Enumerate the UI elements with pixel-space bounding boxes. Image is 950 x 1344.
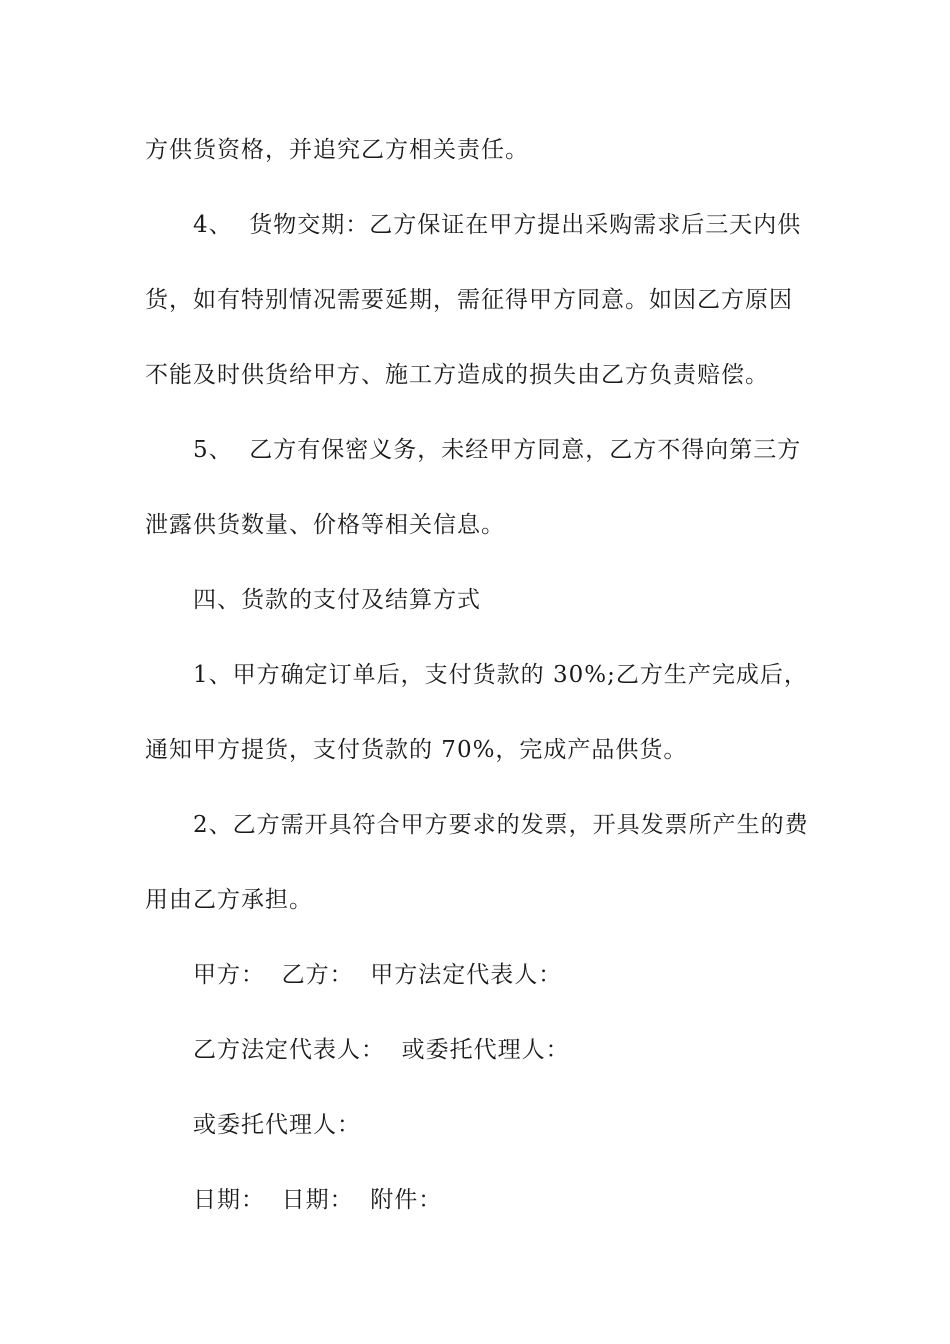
paragraph-line: 用由乙方承担。 bbox=[145, 887, 313, 913]
signature-date-line: 日期： 日期： 附件： bbox=[193, 1187, 443, 1213]
payment-clause-2-line: 2、乙方需开具符合甲方要求的发票，开具发票所产生的费 bbox=[193, 812, 809, 838]
clause-4-heading-line: 4、 货物交期：乙方保证在甲方提出采购需求后三天内供 bbox=[193, 212, 802, 238]
paragraph-line: 货，如有特别情况需要延期，需征得甲方同意。如因乙方原因 bbox=[145, 287, 793, 313]
paragraph-line: 不能及时供货给甲方、施工方造成的损失由乙方负责赔偿。 bbox=[145, 362, 769, 388]
clause-5-heading-line: 5、 乙方有保密义务，未经甲方同意，乙方不得向第三方 bbox=[193, 437, 802, 463]
payment-clause-1-line: 1、甲方确定订单后，支付货款的 30%;乙方生产完成后， bbox=[193, 662, 808, 688]
section-heading: 四、货款的支付及结算方式 bbox=[193, 587, 481, 613]
signature-representative-line: 乙方法定代表人： 或委托代理人： bbox=[193, 1037, 570, 1063]
signature-parties-line: 甲方： 乙方： 甲方法定代表人： bbox=[193, 962, 563, 988]
paragraph-line: 通知甲方提货，支付货款的 70%，完成产品供货。 bbox=[145, 737, 688, 763]
paragraph-line: 方供货资格，并追究乙方相关责任。 bbox=[145, 137, 529, 163]
paragraph-line: 泄露供货数量、价格等相关信息。 bbox=[145, 512, 505, 538]
signature-agent-line: 或委托代理人： bbox=[193, 1112, 361, 1138]
